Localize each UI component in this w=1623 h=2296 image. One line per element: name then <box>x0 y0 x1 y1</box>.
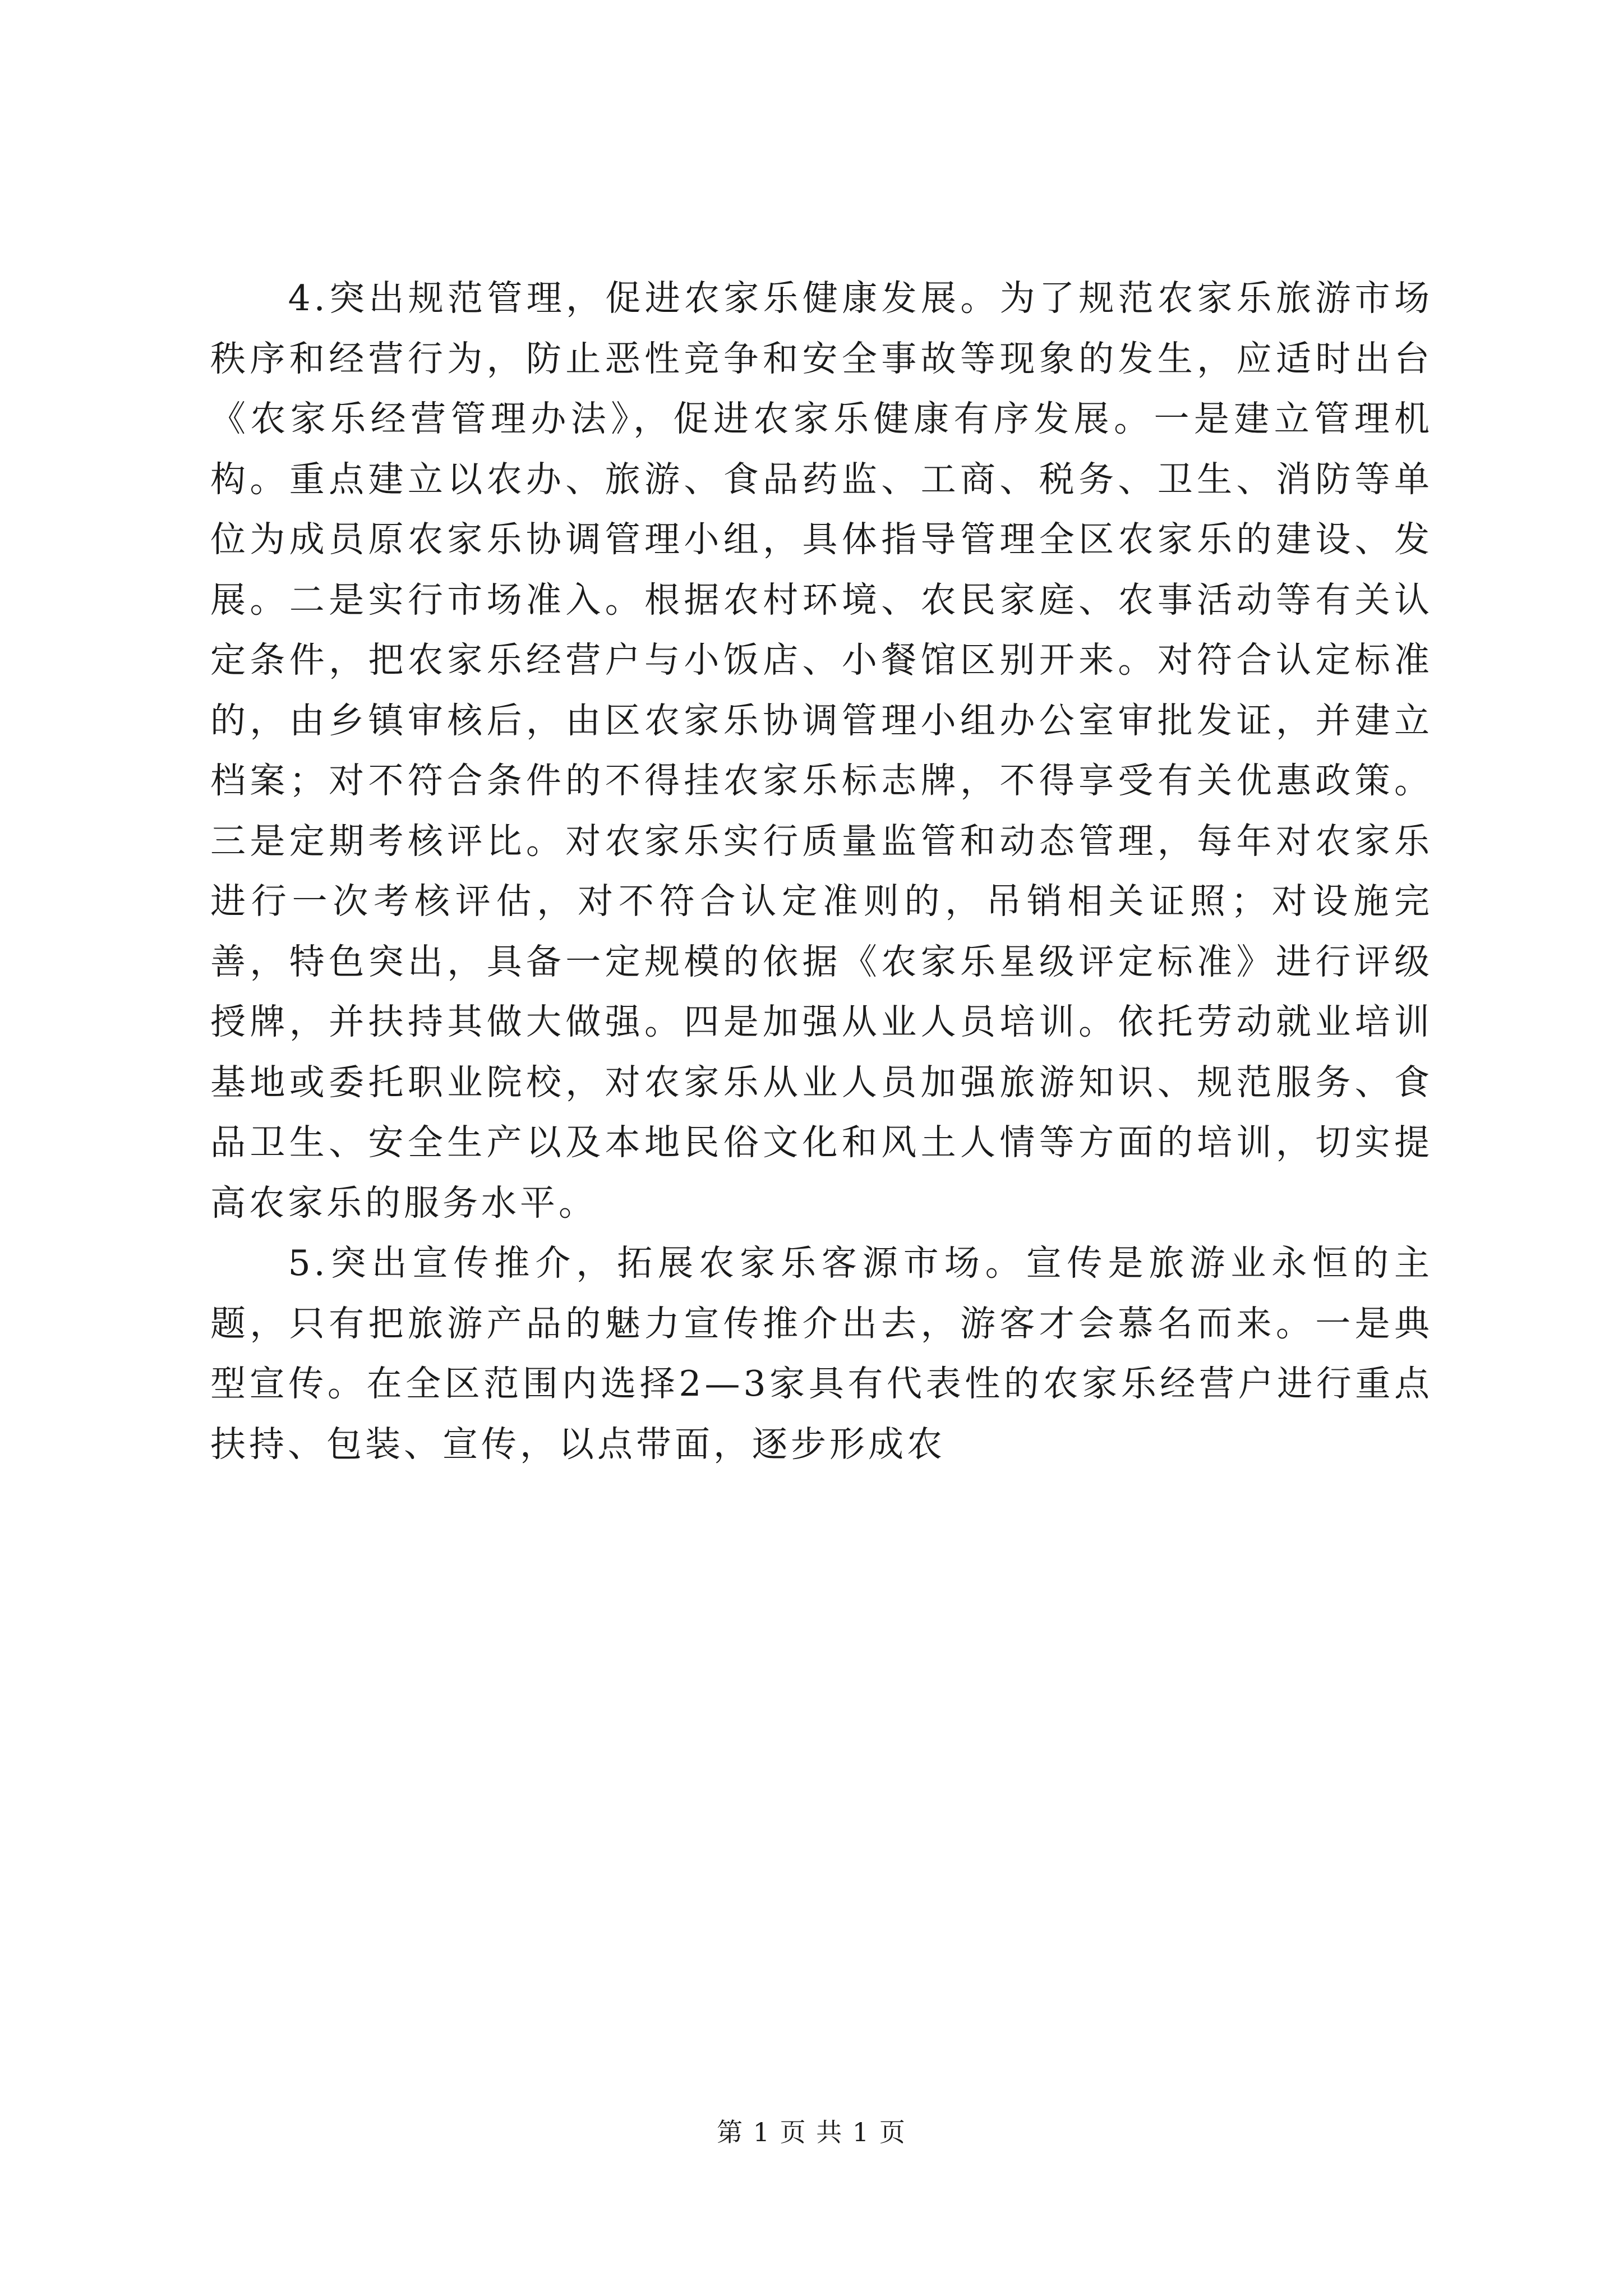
page-footer: 第 1 页 共 1 页 <box>717 2117 906 2147</box>
paragraph-4-management: 4.突出规范管理，促进农家乐健康发展。为了规范农家乐旅游市场秩序和经营行为，防止恶性竞争和安全事故等现象的发生，应适时出台《农家乐经营管理办法》，促进农家乐健康有序发展。一是建立管理机构。重点建立以农办、旅游、食品药监、工商、税务、卫生、消防等单位为成员原农家乐协调管理小组，具体指导管理全区农家乐的建设、发展。二是实行市场准入。根据农村环境、农民家庭、农事活动等有关认定条件，把农家乐经营户与小饭店、小餐馆区别开来。对符合认定标准的，由乡镇审核后，由区农家乐协调管理小组办公室审批发证，并建立档案；对不符合条件的不得挂农家乐标志牌，不得享受有关优惠政策。三是定期考核评比。对农家乐实行质量监管和动态管理，每年对农家乐进行一次考核评估，对不符合认定准则的，吊销相关证照；对设施完善，特色突出，具备一定规模的依据《农家乐星级评定标准》进行评级授牌，并扶持其做大做强。四是加强从业人员培训。依托劳动就业培训基地或委托职业院校，对农家乐从业人员加强旅游知识、规范服务、食品卫生、安全生产以及本地民俗文化和风土人情等方面的培训，切实提高农家乐的服务水平。 <box>210 278 1433 1223</box>
document-body <box>210 268 1433 1474</box>
paragraph-5-promotion: 5.突出宣传推介，拓展农家乐客源市场。宣传是旅游业永恒的主题，只有把旅游产品的魅力宣传推介出去，游客才会慕名而来。一是典型宣传。在全区范围内选择2—3家具有代表性的农家乐经营户进行重点扶持、包装、宣传，以点带面，逐步形成农 <box>210 1243 1433 1465</box>
